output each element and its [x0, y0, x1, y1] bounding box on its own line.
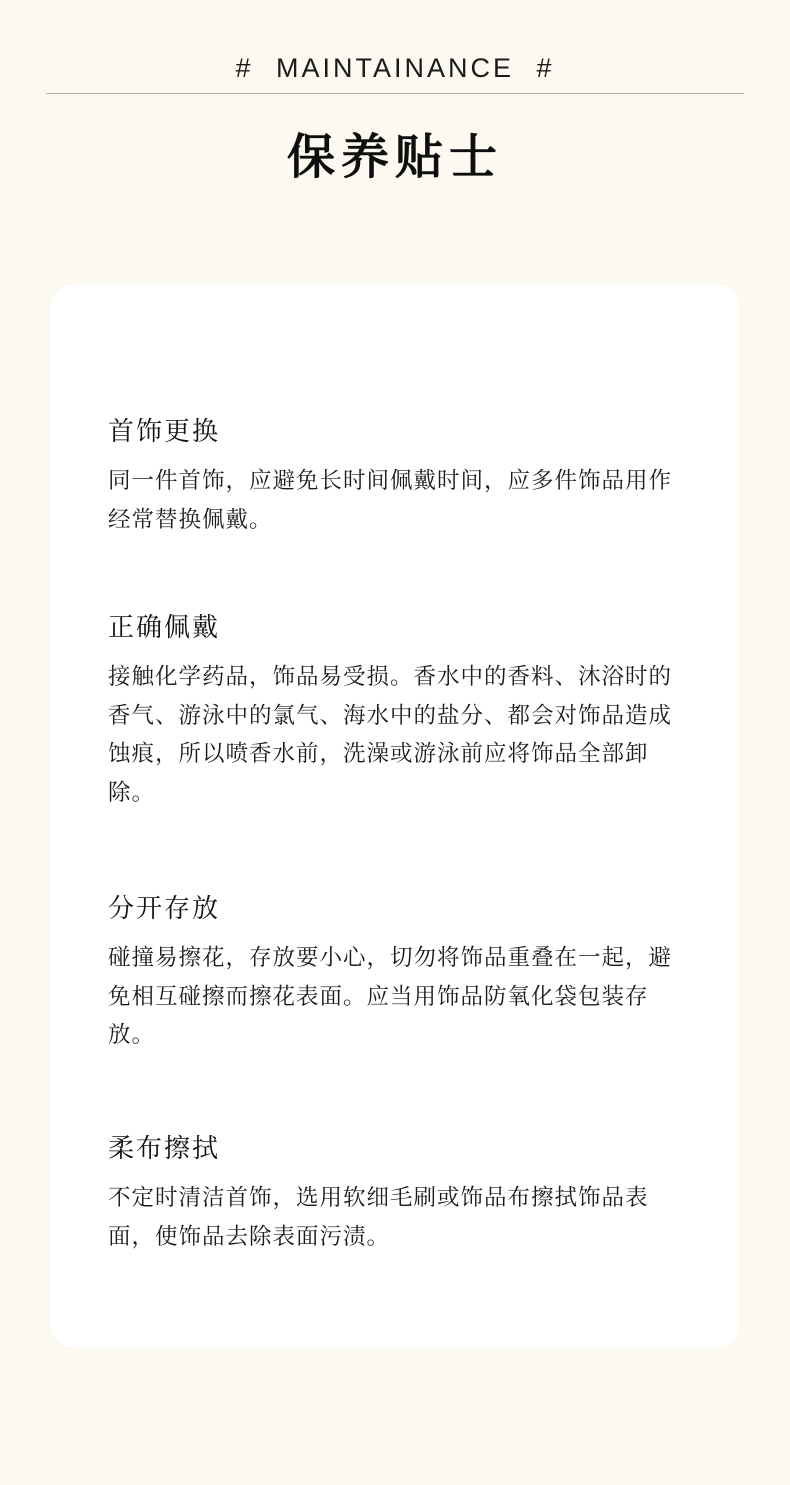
page-title: 保养贴士 — [286, 129, 503, 185]
hash-left-glyph: # — [235, 53, 254, 83]
section-heading: 分开存放 — [108, 894, 221, 924]
section-heading: 柔布擦拭 — [108, 1134, 221, 1164]
section-heading: 首饰更换 — [108, 417, 221, 447]
hash-right-glyph: # — [536, 53, 555, 83]
header-english — [0, 48, 790, 88]
section-jewelry-rotation — [108, 414, 688, 539]
section-correct-wearing — [108, 610, 688, 812]
section-heading: 正确佩戴 — [108, 613, 221, 643]
section-body: 同一件首饰，应避免长时间佩戴时间，应多件饰品用作经常替换佩戴。 — [108, 468, 673, 533]
section-body: 不定时清洁首饰，选用软细毛刷或饰品布擦拭饰品表面，使饰品去除表面污渍。 — [108, 1185, 649, 1250]
section-body: 接触化学药品，饰品易受损。香水中的香料、沐浴时的香气、游泳中的氯气、海水中的盐分、都会对饰品造成蚀痕，所以喷香水前，洗澡或游泳前应将饰品全部卸除。 — [108, 664, 673, 806]
section-soft-cloth-wipe — [108, 1131, 688, 1256]
header-divider — [46, 93, 744, 94]
section-body: 碰撞易擦花，存放要小心，切勿将饰品重叠在一起，避免相互碰擦而擦花表面。应当用饰品防氧化袋包装存放。 — [108, 945, 673, 1048]
maintenance-title: MAINTAINANCE — [275, 53, 514, 83]
section-separate-storage — [108, 891, 688, 1055]
